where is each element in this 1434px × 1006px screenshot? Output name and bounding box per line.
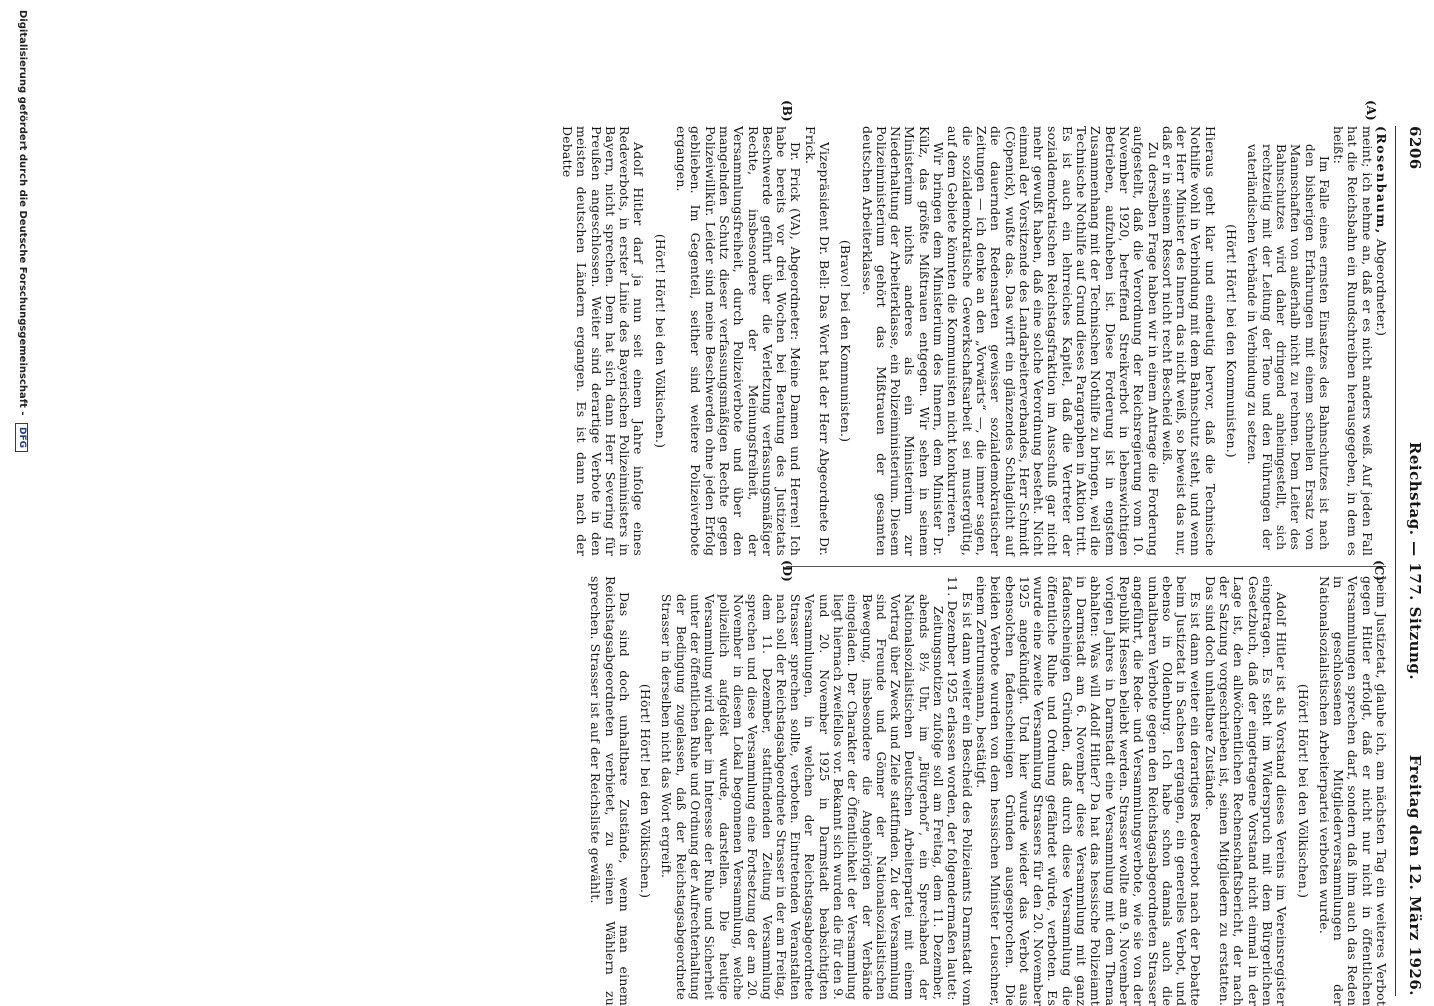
speaker-line	[1374, 126, 1388, 556]
paragraph: Dr. Frick (VA), Abgeordneter: Meine Damen und Herren! Ich habe bereits vor drei Wochen bei Beratung des Justizetats Beschwerde geführt über die Verletzung verfassungsmäßiger Rechte, insbesondere der Meinungsfreiheit, der Versammlungsfreiheit, durch Polizeiverbote und über den mangelnden Schutz dieser verfassungsmäßigen Rechte gegen Polizeiwillkür. Leider sind meine Beschwerden ohne jeden Erfolg geblieben. Im Gegenteil, seither sind weitere Polizeiverbote ergangen.	[674, 126, 804, 556]
quoted-passage: Im Falle eines ernsten Einsatzes des Bahnschutzes ist nach den bisherigen Erfahrungen mit einem schnellen Ersatz von Mannschaften von außerhalb nicht zu rechnen. Dem Leiter des Bahnschutzes wird daher dringend anheimgestellt, sich rechtzeitig mit der Leitung der Teno und den Führungen der vaterländischen Verbände in Verbindung zu setzen.	[1245, 144, 1331, 550]
interjection: (Hört! Hört! bei den Völkischen.)	[638, 683, 654, 899]
paragraph: Es ist dann weiter ein Bescheid des Polizeiamts Darmstadt vom 11. Dezember 1925 erlassen worden, der folgendermaßen lautet:	[945, 576, 975, 1006]
session-title: Reichstag. — 177. Sitzung.	[1406, 441, 1424, 681]
margin-mark-a: (A)	[1364, 100, 1378, 121]
right-text-column	[588, 576, 1388, 1006]
dfg-logo: DFG	[15, 423, 28, 452]
paragraph: Hieraus geht klar und eindeutig hervor, daß die Technische Nothilfe wohl in Verbindung mit dem Bahnschutz steht, und wenn der Herr Minister des Innern das nicht weiß, so beweist das nur, daß er in seinem Ressort nicht recht Bescheid weiß.	[1159, 126, 1218, 556]
paragraph: Adolf Hitler darf ja nun seit einem Jahre infolge eines Redeverbots, in erster Linie des Bayerischen Polizeiministers in Bayern, nicht sprechen. Dem hat sich dann Herr Severing für Preußen angeschlossen. Weiter sind derartige Verbote in den meisten deutschen Ländern ergangen. Es ist dann nach der Debatte	[559, 126, 647, 556]
paragraph: Das sind doch unhaltbare Zustände, wenn man einem Reichstagsabgeordneten verbietet, zu seinen Wählern zu sprechen. Strasser ist auf der Reichsliste gewählt.	[588, 576, 632, 1006]
paragraph: Es ist dann weiter ein derartiges Redeverbot nach der Debatte beim Justizetat in Sachsen ergangen, ein generelles Verbot, und ebenso in Oldenburg. Ich habe schon damals auch die unhaltbaren Verbote gegen den Reichstagsabgeordneten Strasser angeführt, die Rede- und Versammlungsverbote, wie sie von der Republik Hessen beliebt werden. Strasser wollte am 9. November vorigen Jahres in Darmstadt eine Versammlung mit dem Thema abhalten: Was will Adolf Hitler? Da hat das hessische Polizeiamt in Darmstadt am 6. November diese Versammlung mit ganz fadenscheinigen Gründen, daß durch diese Versammlung die öffentliche Ruhe und Ordnung gefährdet würde, verboten. Es wurde eine zweite Versammlung Strassers für den 20. November 1925 angekündigt. Und hier wurde wieder das Verbot aus ebensolchen fadenscheinigen Gründen ausgesprochen. Die beiden Verbote wurden von dem hessischen Minister Leuschner, einem Zentrumsmann, bestätigt.	[973, 576, 1204, 1006]
session-date: Freitag den 12. März 1926.	[1406, 754, 1424, 996]
paragraph: Adolf Hitler ist als Vorstand dieses Vereins im Vereinsregister eingetragen. Es steht im Widerspruch mit dem Bürgerlichen Gesetzbuch, daß der eingetragene Vorstand nicht einmal in der Lage ist, den allwöchentlichen Rechenschaftsbericht, der nach der Satzung vorgeschrieben ist, seinen Mitgliedern zu erstatten. Das sind doch unhaltbare Zustände.	[1202, 576, 1290, 1006]
header-rule	[1395, 126, 1396, 996]
paragraph: Vizepräsident Dr. Bell: Das Wort hat der Herr Abgeordnete Dr. Frick.	[802, 126, 833, 556]
left-text-column	[560, 126, 1388, 556]
speaker-name: (Rosenbaum,	[1374, 126, 1389, 235]
margin-mark-d: (D)	[780, 560, 794, 582]
interjection: (Bravo! bei den Kommunisten.)	[838, 239, 854, 443]
credit-text: Digitalisierung gefördert durch die Deutsche Forschungsgemeinschaft -	[17, 10, 28, 416]
quoted-passage: Zeitungsnotizen zufolge soll am Freitag, dem 11. Dezember, abends 8½ Uhr, im „Bürgerhof“, ein Sprechabend der Nationalsozialistischen Deutschen Arbeiterpartei mit einem Vortrag über Zweck und Ziele stattfinden. Zu der Versammlung sind Freunde und Gönner der Nationalsozialistischen Bewegung, insbesondere die Angehörigen der Verbände eingeladen. Der Charakter der Öffentlichkeit der Versammlung liegt hiernach zweifellos vor. Bekannt sich wurden die für den 9. und 20. November 1925 in Darmstadt beabsichtigten Versammlungen, in welchen der Reichstagsabgeordnete Strasser sprechen sollte, verboten. Eintretenden Veranstalten nach soll der Reichstagsabgeordnete Strasser in der am Freitag, dem 11. Dezember, stattfindenden Zeitung Versammlung sprechen und diese Versammlung eine Fortsetzung der am 20. November in diesem Lokal begonnenen Versammlung, welche polizeilich aufgelöst wurde, darstellen. Die heutige Versammlung wird daher im Interesse der Ruhe und Sicherheit unter der öffentlichen Ruhe und Ordnung der Aufrechterhaltung der Bedingung zugelassen, daß der Reichstagsabgeordnete Strasser in derselben nicht das Wort ergreift.	[659, 594, 946, 1000]
paragraph: Wir bringen dem Ministerium des Innern, dem Minister Dr. Külz, das größte Mißtrauen entgegen. Wir sehen in seinem Ministerium nichts anderes als ein Ministerium zur Niederhaltung der Arbeiterklasse, ein Polizeiministerium. Diesem Polizeiministerium gehört das Mißtrauen der gesamten deutschen Arbeiterklasse.	[859, 126, 947, 556]
digitization-credit	[15, 10, 28, 990]
column-divider	[786, 566, 1386, 567]
interjection: (Hört! Hört! bei den Völkischen.)	[1295, 683, 1311, 899]
margin-mark-c: (C)	[1372, 560, 1386, 581]
speaker-role: Abgeordneter.)	[1374, 234, 1389, 337]
interjection: (Hört! Hört! bei den Völkischen.)	[652, 233, 668, 449]
interjection: (Hört! Hört! bei den Kommunisten.)	[1224, 224, 1240, 458]
running-header	[1398, 126, 1428, 996]
paragraph: Zu derselben Frage haben wir in einem Antrage die Forderung aufgestellt, daß die Verordnung der Reichsregierung vom 10. November 1920, betreffend Streikverbot in lebenswichtigen Betrieben, aufzuheben ist. Diese Forderung ist in engstem Zusammenhang mit der Technischen Nothilfe zu bringen, weil die Technische Nothilfe auf Grund dieses Paragraphen in Aktion tritt. Es ist auch ein lehrreiches Kapitel, daß die Vertreter der sozialdemokratischen Reichstagsfraktion im Ausschuß gar nicht mehr gewußt haben, daß eine solche Verordnung besteht. Nicht einmal der Vorsitzende des Landarbeiterverbandes, Herr Schmidt (Cöpenick), wußte das. Das wirft ein glänzendes Schlaglicht auf die dauernden Redensarten gewisser sozialdemokratischer Zeitungen — ich denke an den „Vorwärts“ —, die immer sagen, die sozialdemokratische Gewerkschaftsarbeit sei mustergültig, auf dem Gebiete könnten die Kommunisten nicht konkurrieren.	[945, 126, 1161, 556]
page-number: 6206	[1406, 126, 1424, 170]
paragraph: meint; ich nehme an, daß er es nicht anders weiß. Auf jeden Fall hat die Reichsbahn ein Rundschreiben herausgegeben, in dem es heißt:	[1331, 126, 1375, 556]
margin-mark-b: (B)	[780, 100, 794, 122]
paragraph: beim Justizetat, glaube ich, am nächsten Tag ein weiteres Verbot gegen Hitler erfolgt, daß er nicht nur nicht in öffentlichen Versammlungen sprechen darf, sondern daß ihm auch das Reden in geschlossenen Mitgliederversammlungen der Nationalsozialistischen Arbeiterpartei verboten wurde.	[1316, 576, 1389, 1006]
